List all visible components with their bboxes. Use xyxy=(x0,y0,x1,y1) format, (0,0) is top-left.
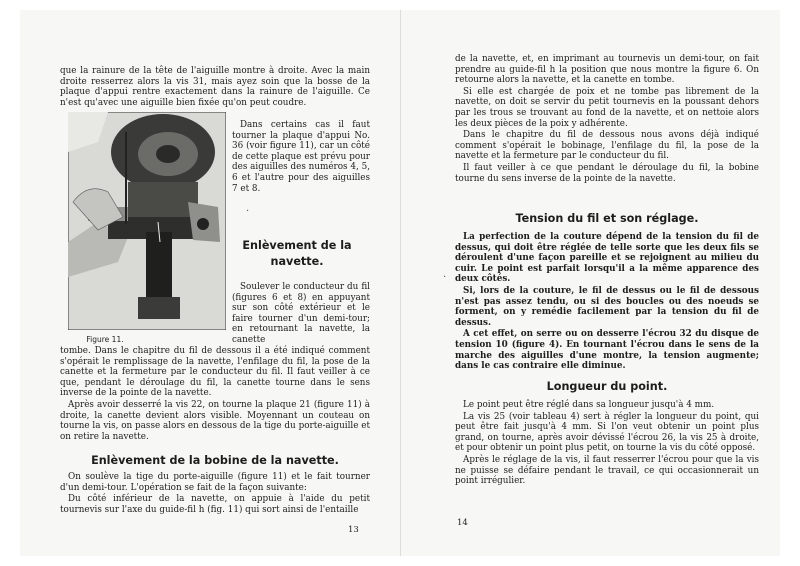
stitch-length-text xyxy=(455,400,759,488)
paragraph: Après avoir desserré la vis 22, on tourne la plaque 21 (figure 11) à droite, la canette devient alors visible. Moyennant un couteau on tourne la vis, on passe alors en dessous de la tige du porte-aiguille et on retire la navette. xyxy=(60,399,370,442)
paragraph: Après le réglage de la vis, il faut resserrer l'écrou pour que la vis ne puisse se défaire pendant le travail, ce qui occasionnerait un point irrégulier. xyxy=(455,454,759,487)
tension-text xyxy=(455,232,759,373)
paragraph: tombe. Dans le chapitre du fil de dessous il a été indiqué comment s'opérait le remplissage de la navette, l'enfilage du fil, la pose de la canette et la fermeture par le conducteur du fil. Il faut veiller à ce que, pendant le déroulage du fil, la canette tourne dans le sens inverse de la pointe de la navette. xyxy=(60,346,370,399)
pencil-mark: · xyxy=(246,206,250,217)
figure-11-image xyxy=(68,112,226,330)
bobbin-removal-text xyxy=(60,472,370,516)
paragraph: Le point peut être réglé dans sa longueur jusqu'à 4 mm. xyxy=(463,400,715,410)
left-intro-text xyxy=(60,66,370,109)
paragraph: Si elle est chargée de poix et ne tombe pas librement de la navette, on doit se servir du petit tournevis en la poussant dehors par les trous se trouvant au fond de la navette, et on nettoie alors les deux pièces de la poix y adhérente. xyxy=(455,86,759,129)
paragraph: La vis 25 (voir tableau 4) sert à régler la longueur du point, qui peut être fait jusqu'à 4 mm. Si l'on veut obtenir un point plus grand, on tourne, après avoir dévissé l'écrou 26, la vis 25 à droite, et pour obtenir un point plus petit, on tourne la vis du côté opposé. xyxy=(455,411,759,454)
heading-shuttle-removal: Enlèvement de la navette. xyxy=(242,239,352,268)
right-intro-text xyxy=(455,54,759,185)
heading-bobbin-removal: Enlèvement de la bobine de la navette. xyxy=(91,454,339,467)
right-page xyxy=(400,10,780,556)
left-page xyxy=(20,10,400,556)
paragraph: Du côté inférieur de la navette, on appuie à l'aide du petit tournevis sur l'axe du guide-fil h (fig. 11) qui sort ainsi de l'entaille xyxy=(60,494,370,515)
heading-tension: Tension du fil et son réglage. xyxy=(515,212,699,225)
paragraph: On soulève la tige du porte-aiguille (figure 11) et le fait tourner d'un demi-tour. L'opération se fait de la façon suivante: xyxy=(60,472,370,493)
heading-stitch-length: Longueur du point. xyxy=(546,380,668,393)
paragraph: Si, lors de la couture, le fil de dessus ou le fil de dessous n'est pas assez tendu, ou si des boucles ou des noeuds se forment, on y remédie facilement par la tension du fil de dessus. xyxy=(455,285,759,328)
book-spread xyxy=(20,10,780,556)
sewing-machine-photo xyxy=(68,112,226,330)
page-number: 14 xyxy=(457,518,468,528)
paragraph: Il faut veiller à ce que pendant le déroulage du fil, la bobine tourne du sens inverse de la pointe de la navette. xyxy=(455,162,759,184)
paragraph: que la rainure de la tête de l'aiguille montre à droite. Avec la main droite resserrez alors la vis 31, mais ayez soin que la bosse de la plaque d'appui rentre exactement dans la rainure de l'aiguille. Ce n'est qu'avec une aiguille bien fixée qu'on peut coudre. xyxy=(60,66,370,108)
paragraph: Soulever le conducteur du fil (figures 6 et 8) en appuyant sur son côté extérieur et le faire tourner d'un demi-tour; en retournant la navette, la canette xyxy=(232,282,370,345)
paragraph: Dans le chapitre du fil de dessous nous avons déjà indiqué comment s'opérait le bobinage, l'enfilage du fil, la pose de la navette et la fermeture par le conducteur du fil. xyxy=(455,130,759,162)
paragraph: de la navette, et, en imprimant au tournevis un demi-tour, on fait prendre au guide-fil h la position que nous montre la figure 6. On retourne alors la navette, et la canette en tombe. xyxy=(455,54,759,86)
pencil-mark: · xyxy=(443,272,447,283)
paragraph: Dans certains cas il faut tourner la plaque d'appui No. 36 (voir figure 11), car un côté de cette plaque est prévu pour des aiguilles des numéros 4, 5, 6 et l'autre pour des aiguilles 7 et 8. xyxy=(232,120,370,194)
figure-caption: Figure 11. xyxy=(86,335,124,344)
paragraph: A cet effet, on serre ou on desserre l'écrou 32 du disque de tension 10 (figure 4). En tournant l'écrou dans le sens de la marche des aiguilles d'une montre, la tension augmente; dans le cas contraire elle diminue. xyxy=(455,329,759,372)
page-number: 13 xyxy=(348,525,359,535)
shuttle-removal-text xyxy=(60,346,370,443)
shuttle-removal-narrow-text xyxy=(232,282,370,347)
paragraph: La perfection de la couture dépend de la tension du fil de dessus, qui doit être réglée de telle sorte que les deux fils se déroulent d'une façon pareille et se rejoignent au milieu du cuir. Le point est parfait lorsqu'il a la même apparence des deux côtés. xyxy=(455,232,759,285)
side-note-text xyxy=(232,120,370,195)
